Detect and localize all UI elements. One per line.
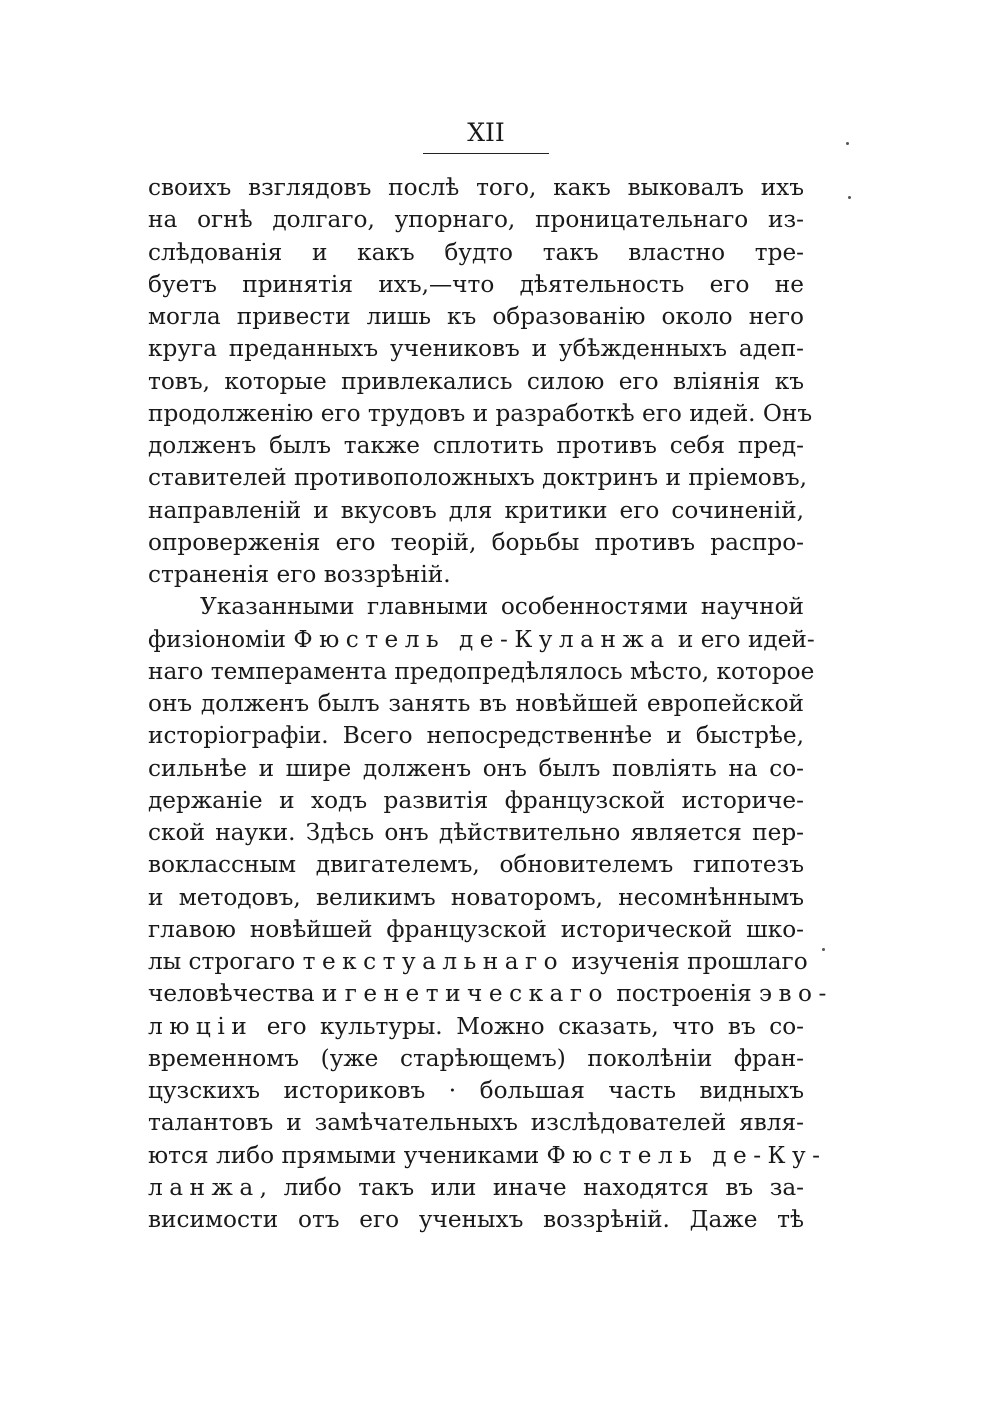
text-line	[148, 1011, 804, 1043]
text-line	[148, 914, 804, 946]
text-line	[148, 978, 833, 1010]
text-line	[148, 462, 807, 494]
text-line	[148, 1140, 827, 1172]
text-segment: онъ долженъ былъ занять въ новѣйшей европейской	[148, 690, 804, 717]
text-segment: сильнѣе и шире долженъ онъ былъ повліять на со-	[148, 754, 804, 782]
spaced-emphasis-text: генетическаго	[344, 980, 609, 1008]
text-segment: воклассным двигателемъ, обновителемъ гипотезъ	[148, 851, 804, 879]
text-line	[148, 817, 804, 849]
text-line	[148, 656, 815, 688]
text-line	[148, 1204, 804, 1236]
spaced-emphasis-text: Фюстель де-Куланжа	[293, 625, 671, 653]
text-segment: ются либо прямыми учениками	[148, 1141, 547, 1169]
scan-speck	[846, 142, 849, 145]
text-line	[148, 398, 813, 430]
text-line	[148, 1075, 804, 1107]
text-segment: человѣчества и	[148, 980, 345, 1008]
text-line	[148, 624, 815, 656]
text-line	[148, 204, 804, 236]
text-segment: изученія прошлаго	[564, 948, 808, 975]
spaced-emphasis-text: текстуальнаго	[302, 948, 565, 975]
scan-speck	[848, 196, 851, 199]
text-segment: буетъ принятія ихъ,—что дѣятельность его не	[148, 270, 804, 298]
text-segment: круга преданныхъ учениковъ и убѣжденныхъ адеп-	[148, 335, 804, 363]
text-segment: держаніе и ходъ развитія французской историче-	[148, 786, 804, 814]
text-line	[148, 753, 804, 785]
body-text	[148, 172, 833, 1236]
text-segment: Указанными главными особенностями научной	[200, 593, 804, 621]
text-segment: цузскихъ историковъ · большая часть видныхъ	[148, 1077, 804, 1104]
text-line	[148, 366, 804, 398]
text-line	[148, 269, 804, 301]
text-segment: построенія	[608, 980, 759, 1008]
page-number: XII	[467, 118, 505, 147]
text-segment: , либо такъ или иначе находятся въ за-	[259, 1173, 804, 1201]
text-line	[148, 1172, 804, 1204]
text-segment: его культуры. Можно сказать, что въ со-	[253, 1012, 804, 1040]
text-segment: опроверженія его теорій, борьбы противъ распро-	[148, 528, 804, 556]
spaced-emphasis-text: эво-	[758, 980, 833, 1008]
text-segment: товъ, которые привлекались силою его вліянія къ	[148, 367, 804, 395]
text-line	[148, 849, 804, 881]
text-segment: главою новѣйшей французской исторической шко-	[148, 915, 804, 943]
text-segment: висимости отъ его ученыхъ воззрѣній. Даже тѣ	[148, 1206, 804, 1233]
text-segment: страненія его воззрѣній.	[148, 561, 451, 588]
spaced-emphasis-text: люціи	[148, 1012, 254, 1040]
text-segment: направленій и вкусовъ для критики его сочиненій,	[148, 496, 804, 524]
text-line	[148, 591, 804, 623]
text-line	[148, 785, 804, 817]
text-segment: ставителей противоположныхъ доктринъ и пріемовъ,	[148, 464, 807, 492]
text-line	[148, 333, 804, 365]
text-segment: лы строгаго	[148, 948, 303, 975]
text-line	[148, 688, 804, 720]
text-line	[148, 172, 804, 204]
header-rule	[423, 153, 549, 154]
text-segment: талантовъ и замѣчательныхъ изслѣдователей явля-	[148, 1109, 804, 1137]
text-segment: могла привести лишь къ образованію около него	[148, 303, 804, 330]
text-segment: физіономіи	[148, 625, 294, 653]
text-line	[148, 527, 804, 559]
text-line	[148, 1107, 804, 1139]
spaced-emphasis-text: Фюстель де-Ку-	[546, 1141, 827, 1169]
text-line	[148, 882, 804, 914]
text-line	[148, 237, 804, 269]
text-segment: наго темперамента предопредѣлялось мѣсто, которое	[148, 657, 815, 685]
text-line	[148, 720, 804, 752]
text-line	[148, 301, 804, 333]
text-segment: на огнѣ долгаго, упорнаго, проницательнаго из-	[148, 206, 804, 234]
text-segment: продолженію его трудовъ и разработкѣ его идей. Онъ	[148, 399, 813, 427]
text-line	[148, 430, 804, 462]
text-segment: исторіографіи. Всего непосредственнѣе и быстрѣе,	[148, 722, 804, 750]
scan-speck	[822, 948, 825, 951]
text-segment: своихъ взглядовъ послѣ того, какъ выковалъ ихъ	[148, 174, 804, 201]
text-line	[148, 946, 808, 978]
text-segment: слѣдованія и какъ будто такъ властно тре-	[148, 238, 804, 266]
text-segment: временномъ (уже старѣющемъ) поколѣніи фран-	[148, 1044, 804, 1072]
text-line	[148, 1043, 804, 1075]
text-segment: ской науки. Здѣсь онъ дѣйствительно является пер-	[148, 819, 804, 846]
text-segment: и его идей-	[670, 625, 815, 653]
text-segment: долженъ былъ также сплотить противъ себя пред-	[148, 432, 804, 459]
text-segment: и методовъ, великимъ новаторомъ, несомнѣннымъ	[148, 883, 804, 911]
spaced-emphasis-text: ланжа	[148, 1173, 260, 1201]
text-line	[148, 559, 804, 591]
text-line	[148, 495, 804, 527]
